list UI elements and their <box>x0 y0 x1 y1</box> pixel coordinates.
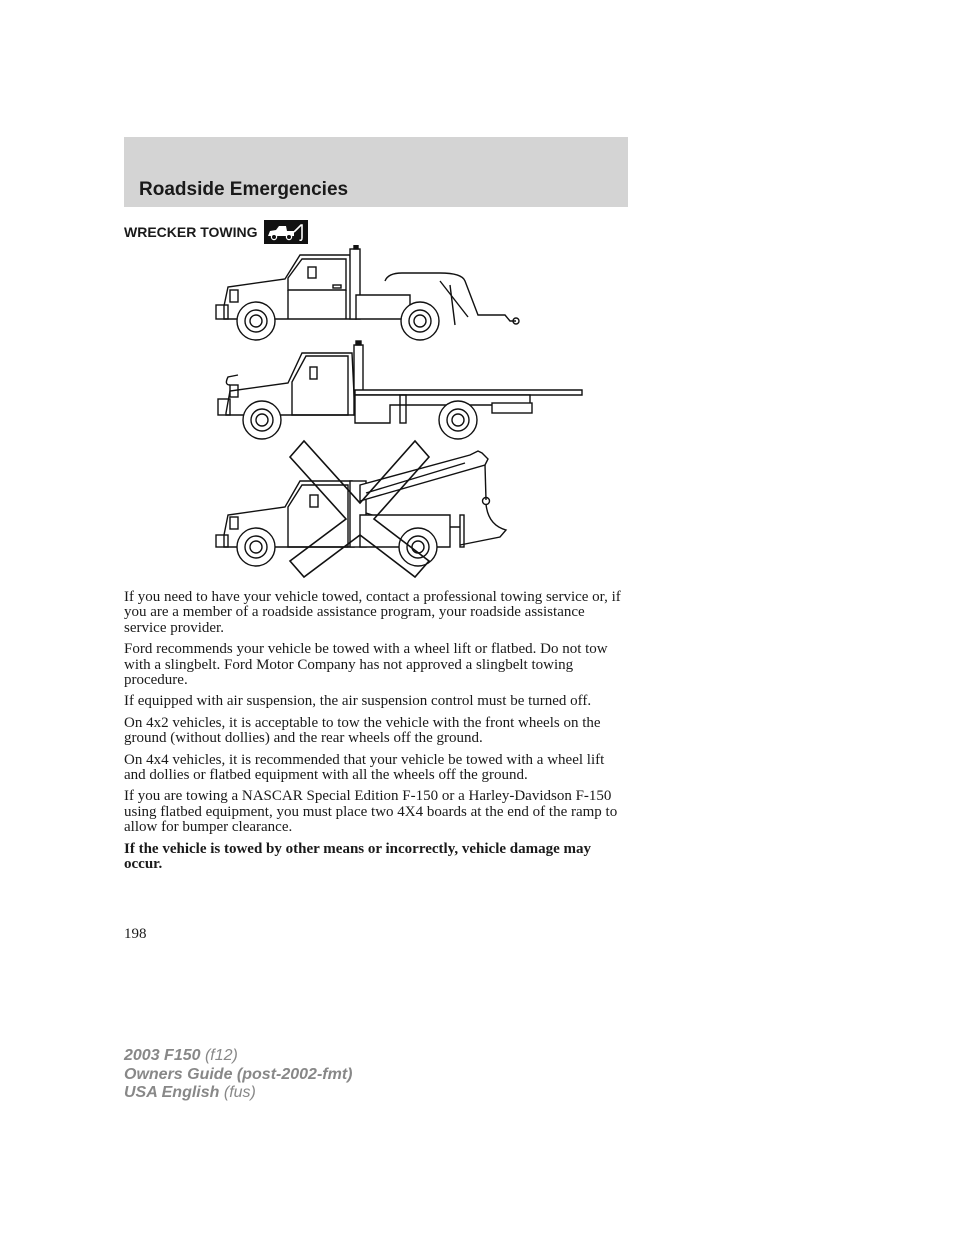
towing-illustration <box>210 245 590 580</box>
paragraph-5: On 4x4 vehicles, it is recommended that your vehicle be towed with a wheel lift and dollies or flatbed equipment with all the wheels off the ground. <box>124 751 605 784</box>
body-text <box>124 590 628 879</box>
paragraph-3: If equipped with air suspension, the air suspension control must be turned off. <box>124 693 592 710</box>
footer-line-2: Owners Guide (post-2002-fmt) <box>124 1065 353 1083</box>
paragraph-4: On 4x2 vehicles, it is acceptable to tow the vehicle with the front wheels on the ground (without dollies) and the rear wheels off the ground. <box>124 714 601 747</box>
paragraph-6: If you are towing a NASCAR Special Edition F-150 or a Harley-Davidson F-150 using flatbed equipment, you must place two 4X4 boards at the end of the ramp to allow for bumper clearance. <box>124 788 618 836</box>
page-number: 198 <box>124 926 147 942</box>
warning-text: If the vehicle is towed by other means or incorrectly, vehicle damage may occur. <box>124 840 592 873</box>
header-band <box>124 137 628 207</box>
footer-line-3: USA English (fus) <box>124 1084 256 1101</box>
paragraph-1: If you need to have your vehicle towed, contact a professional towing service or, if you are a member of a roadside assistance program, your roadside assistance service provider. <box>124 589 621 636</box>
section-heading <box>124 220 308 244</box>
paragraph-2: Ford recommends your vehicle be towed with a wheel lift or flatbed. Do not tow with a slingbelt. Ford Motor Company has not approved a slingbelt towing procedure. <box>124 641 608 689</box>
flatbed-truck-figure <box>218 341 582 439</box>
slingbelt-truck-figure <box>216 441 506 577</box>
wheel-lift-truck-figure <box>216 245 519 340</box>
footer-line-1: 2003 F150 (f12) <box>124 1047 238 1064</box>
page-title: Roadside Emergencies <box>139 179 349 200</box>
section-heading-text: WRECKER TOWING <box>124 224 258 240</box>
footer <box>124 1047 352 1103</box>
tow-truck-icon <box>264 220 308 244</box>
